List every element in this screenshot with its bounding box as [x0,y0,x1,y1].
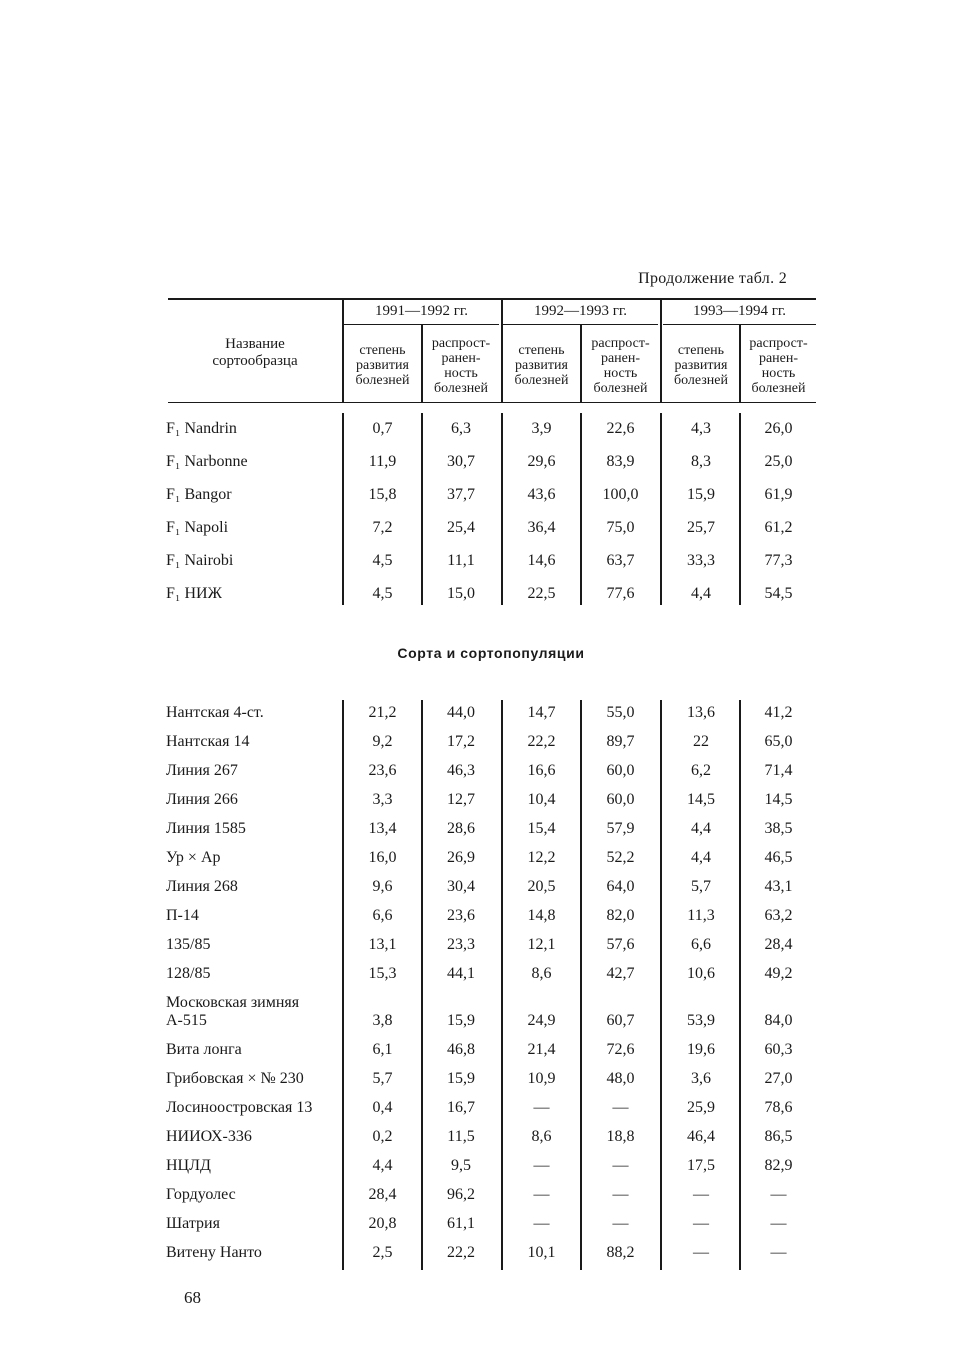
cell-1993-severity: 13,6 [687,704,715,721]
cell-1992-severity: 24,9 [527,1012,556,1029]
cell-1992-prevalence: 77,6 [606,585,635,602]
cell-1991-prevalence: 12,7 [447,791,475,808]
table-row [0,965,973,995]
cell-1993-severity: 15,9 [687,486,715,503]
cell-1992-prevalence: 60,0 [606,791,635,808]
table-top-rule [168,298,816,300]
table-row [0,1244,973,1274]
cell-1993-severity: — [693,1215,709,1232]
cell-1992-severity: 12,1 [527,936,556,953]
cell-1991-prevalence: 26,9 [447,849,475,866]
year-header-1993-1994: 1993—1994 гг. [692,303,787,319]
cell-1992-prevalence: — [612,1099,629,1116]
table-row [0,585,973,615]
table-row [0,420,973,450]
cell-1993-severity: 33,3 [687,552,715,569]
row-name: Линия 267 [166,762,238,779]
cell-1992-severity: 10,9 [527,1070,556,1087]
cell-1992-prevalence: — [612,1157,629,1174]
cell-1991-prevalence: 15,0 [447,585,475,602]
cell-1991-prevalence: 16,7 [447,1099,475,1116]
cell-1992-severity: — [533,1157,550,1174]
row-name: F₁ Nandrin [166,420,237,437]
cell-1993-prevalence: 54,5 [764,585,793,602]
cell-1993-severity: 11,3 [687,907,715,924]
table-row [0,1070,973,1100]
table-row [0,453,973,483]
cell-1992-severity: 15,4 [527,820,556,837]
header-bottom-rule [168,402,816,403]
subheader-prevalence-2: распрост- ранен- ность болезней [591,336,650,396]
table-row [0,1186,973,1216]
cell-1993-prevalence: 63,2 [764,907,793,924]
cell-1993-severity: 4,4 [691,585,711,602]
row-name: Грибовская × № 230 [166,1070,304,1087]
subheader-prevalence-1: распрост- ранен- ность болезней [431,336,491,396]
cell-1991-prevalence: 96,2 [447,1186,475,1203]
cell-1993-prevalence: 38,5 [764,820,793,837]
cell-1991-prevalence: 61,1 [447,1215,475,1232]
cell-1991-severity: 6,1 [372,1041,393,1058]
cell-1992-prevalence: 64,0 [606,878,635,895]
row-name: F₁ Nairobi [166,552,234,569]
row-name: НЦЛД [166,1157,211,1174]
table-caption: Продолжение табл. 2 [638,270,787,287]
cell-1992-severity: 43,6 [527,486,556,503]
row-name: Нантская 14 [166,733,250,750]
cell-1992-severity: 10,4 [527,791,556,808]
cell-1993-prevalence: 71,4 [764,762,793,779]
cell-1993-prevalence: 49,2 [764,965,793,982]
row-name: Витену Нанто [166,1244,262,1261]
cell-1991-prevalence: 15,9 [447,1012,475,1029]
subheader-prevalence-3: распрост- ранен- ность болезней [749,336,808,396]
cell-1991-severity: 3,3 [372,791,393,808]
table-row [0,1128,973,1158]
subheader-severity-3: степень развития болезней [673,343,729,388]
cell-1991-prevalence: 44,1 [447,965,475,982]
cell-1992-severity: 29,6 [527,453,556,470]
cell-1993-severity: 14,5 [687,791,715,808]
cell-1991-severity: 7,2 [372,519,393,536]
cell-1993-prevalence: 82,9 [764,1157,793,1174]
cell-1993-prevalence: 65,0 [764,733,793,750]
cell-1992-severity: — [533,1099,550,1116]
cell-1993-prevalence: 46,5 [764,849,793,866]
page-number: 68 [184,1288,201,1307]
cell-1992-prevalence: 22,6 [606,420,635,437]
table-row [0,519,973,549]
table-row [0,733,973,763]
cell-1992-severity: 36,4 [527,519,556,536]
cell-1992-prevalence: 57,9 [606,820,635,837]
cell-1992-prevalence: 88,2 [606,1244,635,1261]
row-name: Вита лонга [166,1041,242,1058]
year-header-1991-1992: 1991—1992 гг. [374,303,469,319]
table-row [0,486,973,516]
cell-1992-prevalence: 60,7 [606,1012,635,1029]
cell-1992-prevalence: 89,7 [606,733,635,750]
table-row [0,820,973,850]
cell-1991-prevalence: 22,2 [447,1244,475,1261]
cell-1993-prevalence: 60,3 [764,1041,793,1058]
cell-1992-prevalence: 63,7 [606,552,635,569]
cell-1993-severity: 25,9 [687,1099,715,1116]
cell-1992-prevalence: 75,0 [606,519,635,536]
cell-1991-severity: 11,9 [368,453,397,470]
cell-1993-prevalence: 86,5 [764,1128,793,1145]
cell-1991-prevalence: 46,3 [447,762,475,779]
cell-1992-prevalence: 42,7 [606,965,635,982]
cell-1992-prevalence: 48,0 [606,1070,635,1087]
row-name: 128/85 [166,965,211,982]
row-name: Линия 1585 [166,820,246,837]
cell-1991-severity: 4,4 [372,1157,393,1174]
row-name: F₁ НИЖ [166,585,222,602]
cell-1992-severity: 21,4 [527,1041,556,1058]
table-row [0,1157,973,1187]
cell-1993-prevalence: 77,3 [764,552,793,569]
header-divider-3 [501,299,503,403]
cell-1991-prevalence: 28,6 [447,820,475,837]
table-row [0,936,973,966]
cell-1992-severity: 16,6 [527,762,556,779]
cell-1991-severity: 15,8 [368,486,397,503]
cell-1993-severity: 6,6 [691,936,711,953]
row-name: F₁ Bangor [166,486,232,503]
cell-1993-severity: — [693,1244,709,1261]
cell-1991-prevalence: 30,7 [447,453,475,470]
column-header-name: Название сортообразца [212,336,298,369]
table-row [0,1215,973,1245]
cell-1992-severity: 8,6 [531,1128,552,1145]
cell-1992-severity: 22,5 [527,585,556,602]
row-name: Нантская 4-ст. [166,704,264,721]
cell-1991-severity: 6,6 [372,907,393,924]
cell-1992-prevalence: 72,6 [606,1041,635,1058]
cell-1991-prevalence: 46,8 [447,1041,475,1058]
cell-1992-severity: 3,9 [531,420,552,437]
cell-1993-severity: 46,4 [687,1128,715,1145]
cell-1992-severity: 10,1 [527,1244,556,1261]
row-name: НИИОХ-336 [166,1128,252,1145]
table-row [0,907,973,937]
cell-1992-severity: 20,5 [527,878,556,895]
cell-1991-prevalence: 11,5 [447,1128,475,1145]
cell-1993-severity: 53,9 [687,1012,715,1029]
table-row [0,1041,973,1071]
cell-1992-severity: 8,6 [531,965,552,982]
cell-1992-severity: 22,2 [527,733,556,750]
cell-1992-prevalence: — [612,1215,629,1232]
cell-1992-severity: — [533,1186,550,1203]
cell-1992-severity: 14,7 [527,704,556,721]
cell-1991-severity: 21,2 [368,704,397,721]
cell-1993-severity: 4,4 [691,849,711,866]
cell-1992-prevalence: 60,0 [606,762,635,779]
cell-1991-prevalence: 25,4 [447,519,475,536]
cell-1991-prevalence: 15,9 [447,1070,475,1087]
table-row [0,791,973,821]
cell-1993-prevalence: 28,4 [764,936,793,953]
cell-1993-prevalence: 41,2 [764,704,793,721]
year-header-1992-1993: 1992—1993 гг. [533,303,628,319]
cell-1992-prevalence: 55,0 [606,704,635,721]
cell-1992-severity: 14,6 [527,552,556,569]
cell-1991-severity: 23,6 [368,762,397,779]
cell-1993-severity: 25,7 [687,519,715,536]
cell-1993-severity: 4,4 [691,820,711,837]
row-name: Московская зимняя А-515 [166,994,300,1029]
cell-1993-prevalence: 43,1 [764,878,793,895]
row-name: F₁ Napoli [166,519,229,536]
cell-1991-prevalence: 11,1 [447,552,475,569]
cell-1993-severity: 17,5 [687,1157,715,1174]
row-name: Гордуолес [166,1186,236,1203]
cell-1993-severity: 5,7 [691,878,711,895]
row-name: Шатрия [166,1215,220,1232]
cell-1993-prevalence: 26,0 [764,420,793,437]
cell-1993-prevalence: 25,0 [764,453,793,470]
table-row [0,1099,973,1129]
cell-1991-prevalence: 23,6 [447,907,475,924]
section-title: Сорта и сортопопуляции [397,645,585,661]
table-row [0,878,973,908]
row-name: Линия 266 [166,791,238,808]
header-divider-1 [342,299,344,403]
header-divider-5 [660,299,662,403]
cell-1992-prevalence: 57,6 [606,936,635,953]
table-row [0,704,973,734]
cell-1991-severity: 5,7 [372,1070,393,1087]
cell-1991-severity: 16,0 [368,849,397,866]
cell-1991-severity: 20,8 [368,1215,397,1232]
cell-1991-severity: 9,2 [372,733,393,750]
cell-1991-prevalence: 44,0 [447,704,475,721]
cell-1992-severity: 12,2 [527,849,556,866]
cell-1993-severity: 10,6 [687,965,715,982]
table-row [0,849,973,879]
cell-1991-severity: 4,5 [372,552,393,569]
cell-1993-severity: 19,6 [687,1041,715,1058]
cell-1991-severity: 0,7 [372,420,393,437]
cell-1992-severity: 14,8 [527,907,556,924]
row-name: П-14 [166,907,199,924]
cell-1993-severity: 6,2 [691,762,711,779]
cell-1993-prevalence: 14,5 [764,791,793,808]
cell-1992-severity: — [533,1215,550,1232]
cell-1991-severity: 28,4 [368,1186,397,1203]
header-divider-4 [580,325,582,403]
header-divider-2 [421,325,423,403]
subheader-severity-1: степень развития болезней [355,343,410,388]
cell-1993-prevalence: 27,0 [764,1070,793,1087]
cell-1991-severity: 0,4 [372,1099,393,1116]
cell-1993-prevalence: 84,0 [764,1012,793,1029]
cell-1991-prevalence: 9,5 [451,1157,471,1174]
cell-1992-prevalence: — [612,1186,629,1203]
cell-1993-prevalence: — [770,1215,787,1232]
cell-1993-prevalence: — [770,1186,787,1203]
cell-1992-prevalence: 52,2 [606,849,635,866]
cell-1993-prevalence: 78,6 [764,1099,793,1116]
cell-1991-prevalence: 37,7 [447,486,475,503]
cell-1992-prevalence: 100,0 [602,486,639,503]
row-name: F₁ Narbonne [166,453,248,470]
cell-1991-prevalence: 23,3 [447,936,475,953]
cell-1991-severity: 15,3 [368,965,397,982]
table-row [0,552,973,582]
cell-1993-severity: 3,6 [691,1070,711,1087]
cell-1993-severity: 8,3 [691,453,711,470]
table-row [0,762,973,792]
cell-1991-prevalence: 6,3 [451,420,471,437]
cell-1991-severity: 2,5 [372,1244,393,1261]
header-divider-6 [739,325,741,403]
cell-1991-severity: 9,6 [372,878,393,895]
cell-1993-severity: 4,3 [691,420,711,437]
row-name: Лосиноостровская 13 [166,1099,313,1116]
cell-1993-prevalence: 61,2 [764,519,793,536]
row-name: Ур × Ар [166,849,221,866]
cell-1993-severity: 22 [693,733,709,750]
subheader-severity-2: степень развития болезней [514,343,569,388]
cell-1991-severity: 3,8 [372,1012,393,1029]
cell-1993-prevalence: 61,9 [764,486,793,503]
cell-1991-severity: 13,4 [368,820,397,837]
cell-1992-prevalence: 83,9 [606,453,635,470]
cell-1991-prevalence: 30,4 [447,878,475,895]
cell-1993-prevalence: — [770,1244,787,1261]
row-name: 135/85 [166,936,211,953]
cell-1993-severity: — [693,1186,709,1203]
cell-1991-severity: 13,1 [368,936,397,953]
cell-1991-severity: 0,2 [372,1128,393,1145]
cell-1992-prevalence: 18,8 [606,1128,635,1145]
cell-1991-severity: 4,5 [372,585,393,602]
row-name: Линия 268 [166,878,238,895]
cell-1991-prevalence: 17,2 [447,733,475,750]
cell-1992-prevalence: 82,0 [606,907,635,924]
table-row [0,994,973,1034]
